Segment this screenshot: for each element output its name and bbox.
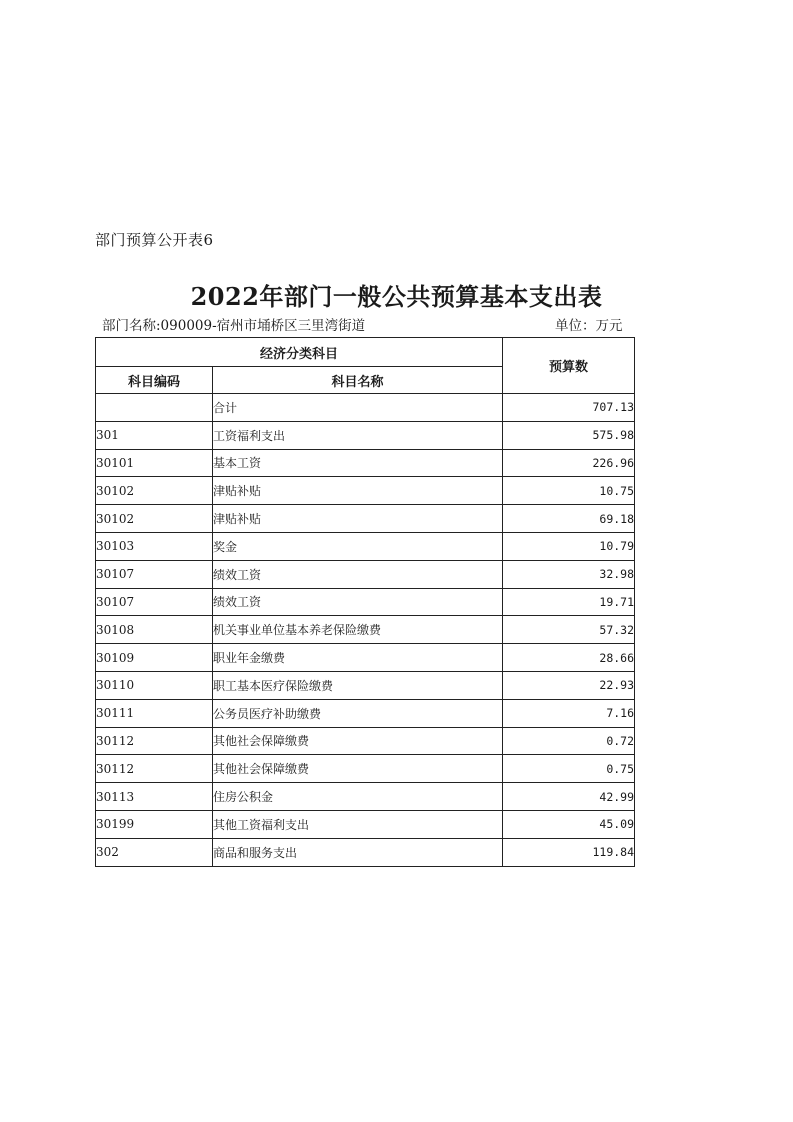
- budget-amount: 0.75: [503, 755, 635, 783]
- subject-code: 30108: [96, 616, 213, 644]
- subject-name: 津贴补贴: [213, 505, 503, 533]
- subject-name: 绩效工资: [213, 588, 503, 616]
- budget-amount: 22.93: [503, 671, 635, 699]
- table-row: [96, 421, 635, 449]
- budget-amount: 575.98: [503, 421, 635, 449]
- subject-name: 职工基本医疗保险缴费: [213, 671, 503, 699]
- table-row: [96, 644, 635, 672]
- subject-name: 其他社会保障缴费: [213, 755, 503, 783]
- budget-amount: 10.75: [503, 477, 635, 505]
- subject-name: 其他社会保障缴费: [213, 727, 503, 755]
- table-row: [96, 699, 635, 727]
- subject-name: 其他工资福利支出: [213, 810, 503, 838]
- budget-amount: 226.96: [503, 449, 635, 477]
- table-row: [96, 588, 635, 616]
- table-row: [96, 449, 635, 477]
- table-row: [96, 671, 635, 699]
- table-row: [96, 810, 635, 838]
- subject-code: 30109: [96, 644, 213, 672]
- subject-code: 301: [96, 421, 213, 449]
- subject-name: 公务员医疗补助缴费: [213, 699, 503, 727]
- subject-name: 机关事业单位基本养老保险缴费: [213, 616, 503, 644]
- budget-amount: 707.13: [503, 394, 635, 422]
- table-label: 部门预算公开表6: [95, 231, 214, 249]
- subject-code: 302: [96, 838, 213, 866]
- table-row: [96, 505, 635, 533]
- subject-code: 30101: [96, 449, 213, 477]
- table-row: [96, 560, 635, 588]
- subject-code: 30107: [96, 588, 213, 616]
- budget-amount: 45.09: [503, 810, 635, 838]
- budget-amount: 28.66: [503, 644, 635, 672]
- budget-amount: 57.32: [503, 616, 635, 644]
- subject-name: 绩效工资: [213, 560, 503, 588]
- subject-name: 基本工资: [213, 449, 503, 477]
- table-row: [96, 783, 635, 811]
- budget-amount: 119.84: [503, 838, 635, 866]
- subject-code: 30112: [96, 755, 213, 783]
- subject-name: 工资福利支出: [213, 421, 503, 449]
- budget-amount: 7.16: [503, 699, 635, 727]
- subject-name: 合计: [213, 394, 503, 422]
- subject-code: 30107: [96, 560, 213, 588]
- budget-amount: 0.72: [503, 727, 635, 755]
- subject-name: 住房公积金: [213, 783, 503, 811]
- subject-code: [96, 394, 213, 422]
- department-name: 部门名称:090009-宿州市埇桥区三里湾街道: [102, 318, 366, 334]
- budget-amount: 19.71: [503, 588, 635, 616]
- header-subject-name: 科目名称: [213, 367, 503, 394]
- page-title: 2022年部门一般公共预算基本支出表: [190, 282, 603, 311]
- header-subject-code: 科目编码: [96, 367, 213, 394]
- subject-code: 30110: [96, 671, 213, 699]
- subject-name: 商品和服务支出: [213, 838, 503, 866]
- subject-code: 30111: [96, 699, 213, 727]
- subject-code: 30199: [96, 810, 213, 838]
- budget-table: [95, 337, 635, 867]
- subject-name: 奖金: [213, 532, 503, 560]
- table-row: [96, 727, 635, 755]
- table-row: [96, 394, 635, 422]
- budget-amount: 10.79: [503, 532, 635, 560]
- budget-amount: 42.99: [503, 783, 635, 811]
- subject-name: 津贴补贴: [213, 477, 503, 505]
- subject-name: 职业年金缴费: [213, 644, 503, 672]
- subject-code: 30112: [96, 727, 213, 755]
- unit-label: 单位：万元: [555, 318, 623, 334]
- header-budget-amount: 预算数: [503, 338, 635, 394]
- budget-amount: 69.18: [503, 505, 635, 533]
- subject-code: 30113: [96, 783, 213, 811]
- subject-code: 30102: [96, 477, 213, 505]
- table-row: [96, 477, 635, 505]
- table-row: [96, 838, 635, 866]
- subject-code: 30103: [96, 532, 213, 560]
- header-economic-category: 经济分类科目: [96, 338, 503, 367]
- budget-amount: 32.98: [503, 560, 635, 588]
- subject-code: 30102: [96, 505, 213, 533]
- table-row: [96, 755, 635, 783]
- table-row: [96, 616, 635, 644]
- table-row: [96, 532, 635, 560]
